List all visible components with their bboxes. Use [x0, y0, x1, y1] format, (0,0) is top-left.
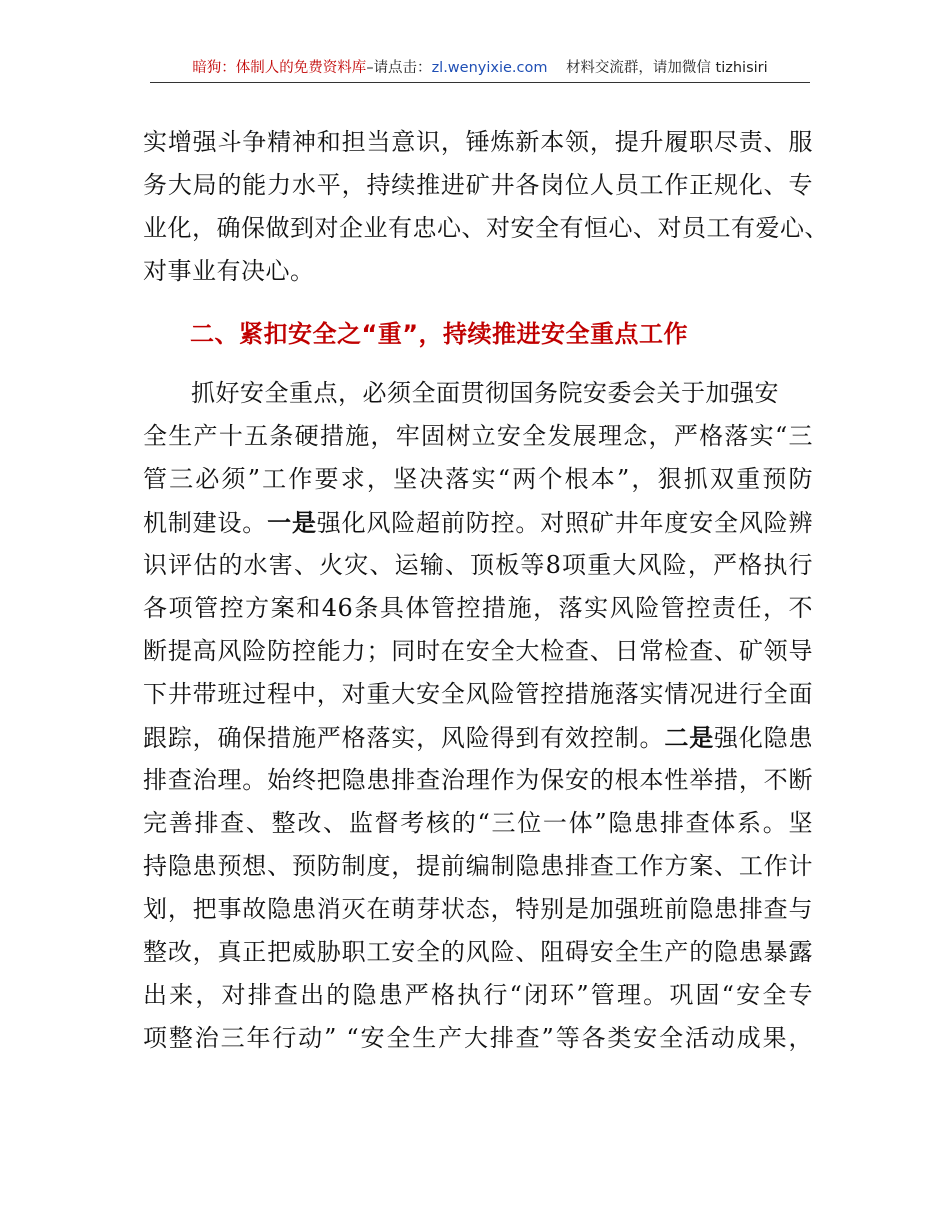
paragraph-line: 出来，对排查出的隐患严格执行“闭环”管理。巩固“安全专	[143, 981, 813, 1009]
paragraph-line: 下井带班过程中，对重大安全风险管控措施落实情况进行全面	[143, 680, 813, 708]
paragraph-line: 识评估的水害、火灾、运输、顶板等8项重大风险，严格执行	[143, 551, 813, 579]
paragraph-line: 完善排查、整改、监督考核的“三位一体”隐患排查体系。坚	[143, 809, 813, 837]
paragraph-1	[143, 121, 829, 293]
paragraph-line	[143, 501, 813, 544]
paragraph-line: 划，把事故隐患消灭在萌芽状态，特别是加强班前隐患排查与	[143, 895, 813, 923]
paragraph-line: 管三必须”工作要求，坚决落实“两个根本”，狠抓双重预防	[143, 465, 813, 493]
paragraph-line: 排查治理。始终把隐患排查治理作为保安的根本性举措，不断	[143, 766, 813, 794]
paragraph-line: 断提高风险防控能力；同时在安全大检查、日常检查、矿领导	[143, 637, 813, 665]
paragraph-line: 对事业有决心。	[143, 257, 315, 285]
paragraph-line: 实增强斗争精神和担当意识，锤炼新本领，提升履职尽责、服	[143, 128, 813, 156]
paragraph-line	[143, 716, 813, 759]
emphasis-first: 一是	[267, 508, 317, 537]
text-run: 强化隐患	[714, 724, 814, 752]
header-wechat-note: 材料交流群，请加微信 tizhisiri	[565, 60, 768, 76]
text-run: 强化风险超前防控。对照矿井年度安全风险辨	[316, 509, 814, 537]
page-header	[150, 56, 810, 83]
paragraph-line: 业化，确保做到对企业有忠心、对安全有恒心、对员工有爱心、	[143, 214, 829, 242]
paragraph-line: 务大局的能力水平，持续推进矿井各岗位人员工作正规化、专	[143, 171, 813, 199]
paragraph-line: 整改，真正把威胁职工安全的风险、阻碍安全生产的隐患暴露	[143, 938, 813, 966]
paragraph-line: 抓好安全重点，必须全面贯彻国务院安委会关于加强安	[191, 379, 779, 407]
emphasis-second: 二是	[664, 723, 715, 752]
paragraph-line: 项整治三年行动” “安全生产大排查”等各类安全活动成果，	[143, 1024, 813, 1052]
header-site-link[interactable]: zl.wenyixie.com	[431, 60, 548, 76]
text-run: 机制建设。	[143, 509, 268, 537]
header-click-prompt: –请点击：	[366, 60, 432, 76]
paragraph-line: 各项管控方案和46条具体管控措施，落实风险管控责任，不	[143, 594, 813, 622]
paragraph-line: 持隐患预想、预防制度，提前编制隐患排查工作方案、工作计	[143, 852, 813, 880]
paragraph-line: 全生产十五条硬措施，牢固树立安全发展理念，严格落实“三	[143, 422, 813, 450]
section-heading: 二、紧扣安全之“重”，持续推进安全重点工作	[190, 320, 689, 348]
header-site-name: 暗狗：体制人的免费资料库	[192, 60, 367, 76]
text-run: 跟踪，确保措施严格落实，风险得到有效控制。	[143, 724, 665, 752]
paragraph-2	[143, 372, 813, 1060]
